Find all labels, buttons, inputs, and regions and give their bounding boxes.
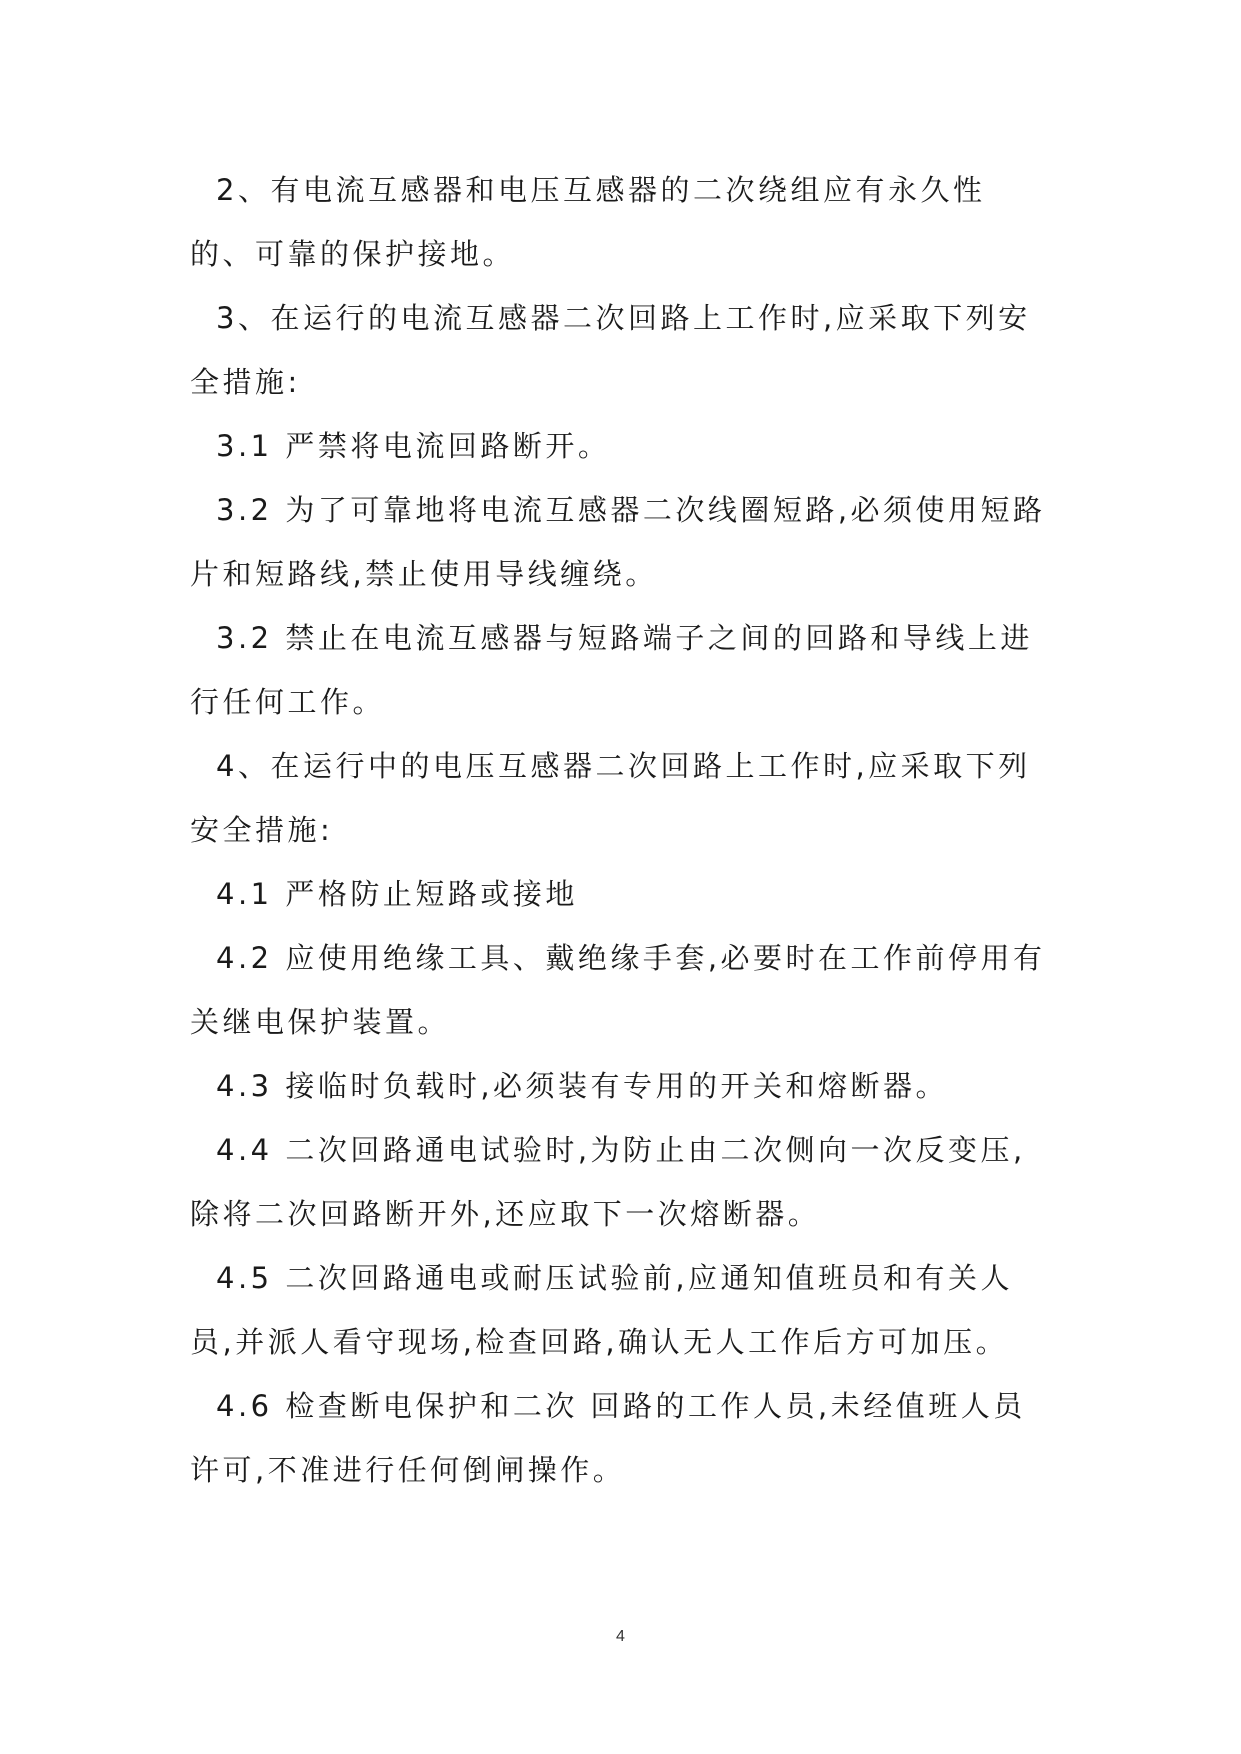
paragraph-4-3: 4.3 接临时负载时,必须装有专用的开关和熔断器。 [216,1069,949,1103]
page-number: 4 [616,1628,625,1645]
paragraph-4: 4、在运行中的电压互感器二次回路上工作时,应采取下列安全措施: [190,749,1031,847]
paragraph-4-4: 4.4 二次回路通电试验时,为防止由二次侧向一次反变压,除将二次回路断开外,还应取下一次熔断器。 [190,1133,1026,1231]
paragraph-2: 2、有电流互感器和电压互感器的二次绕组应有永久性的、可靠的保护接地。 [190,173,986,271]
paragraph-3-1: 3.1 严禁将电流回路断开。 [216,429,611,463]
paragraph-3: 3、在运行的电流互感器二次回路上工作时,应采取下列安全措施: [190,301,1031,399]
paragraph-4-2: 4.2 应使用绝缘工具、戴绝缘手套,必要时在工作前停用有关继电保护装置。 [190,941,1046,1039]
paragraph-4-5: 4.5 二次回路通电或耐压试验前,应通知值班员和有关人员,并派人看守现场,检查回路,确认无人工作后方可加压。 [190,1261,1014,1359]
paragraph-4-1: 4.1 严格防止短路或接地 [216,877,578,911]
paragraph-3-2a: 3.2 为了可靠地将电流互感器二次线圈短路,必须使用短路片和短路线,禁止使用导线缠绕。 [190,493,1046,591]
paragraph-4-6: 4.6 检查断电保护和二次 回路的工作人员,未经值班人员许可,不准进行任何倒闸操作。 [190,1389,1026,1487]
paragraph-3-2b: 3.2 禁止在电流互感器与短路端子之间的回路和导线上进行任何工作。 [190,621,1033,719]
document-body [190,158,1050,1502]
